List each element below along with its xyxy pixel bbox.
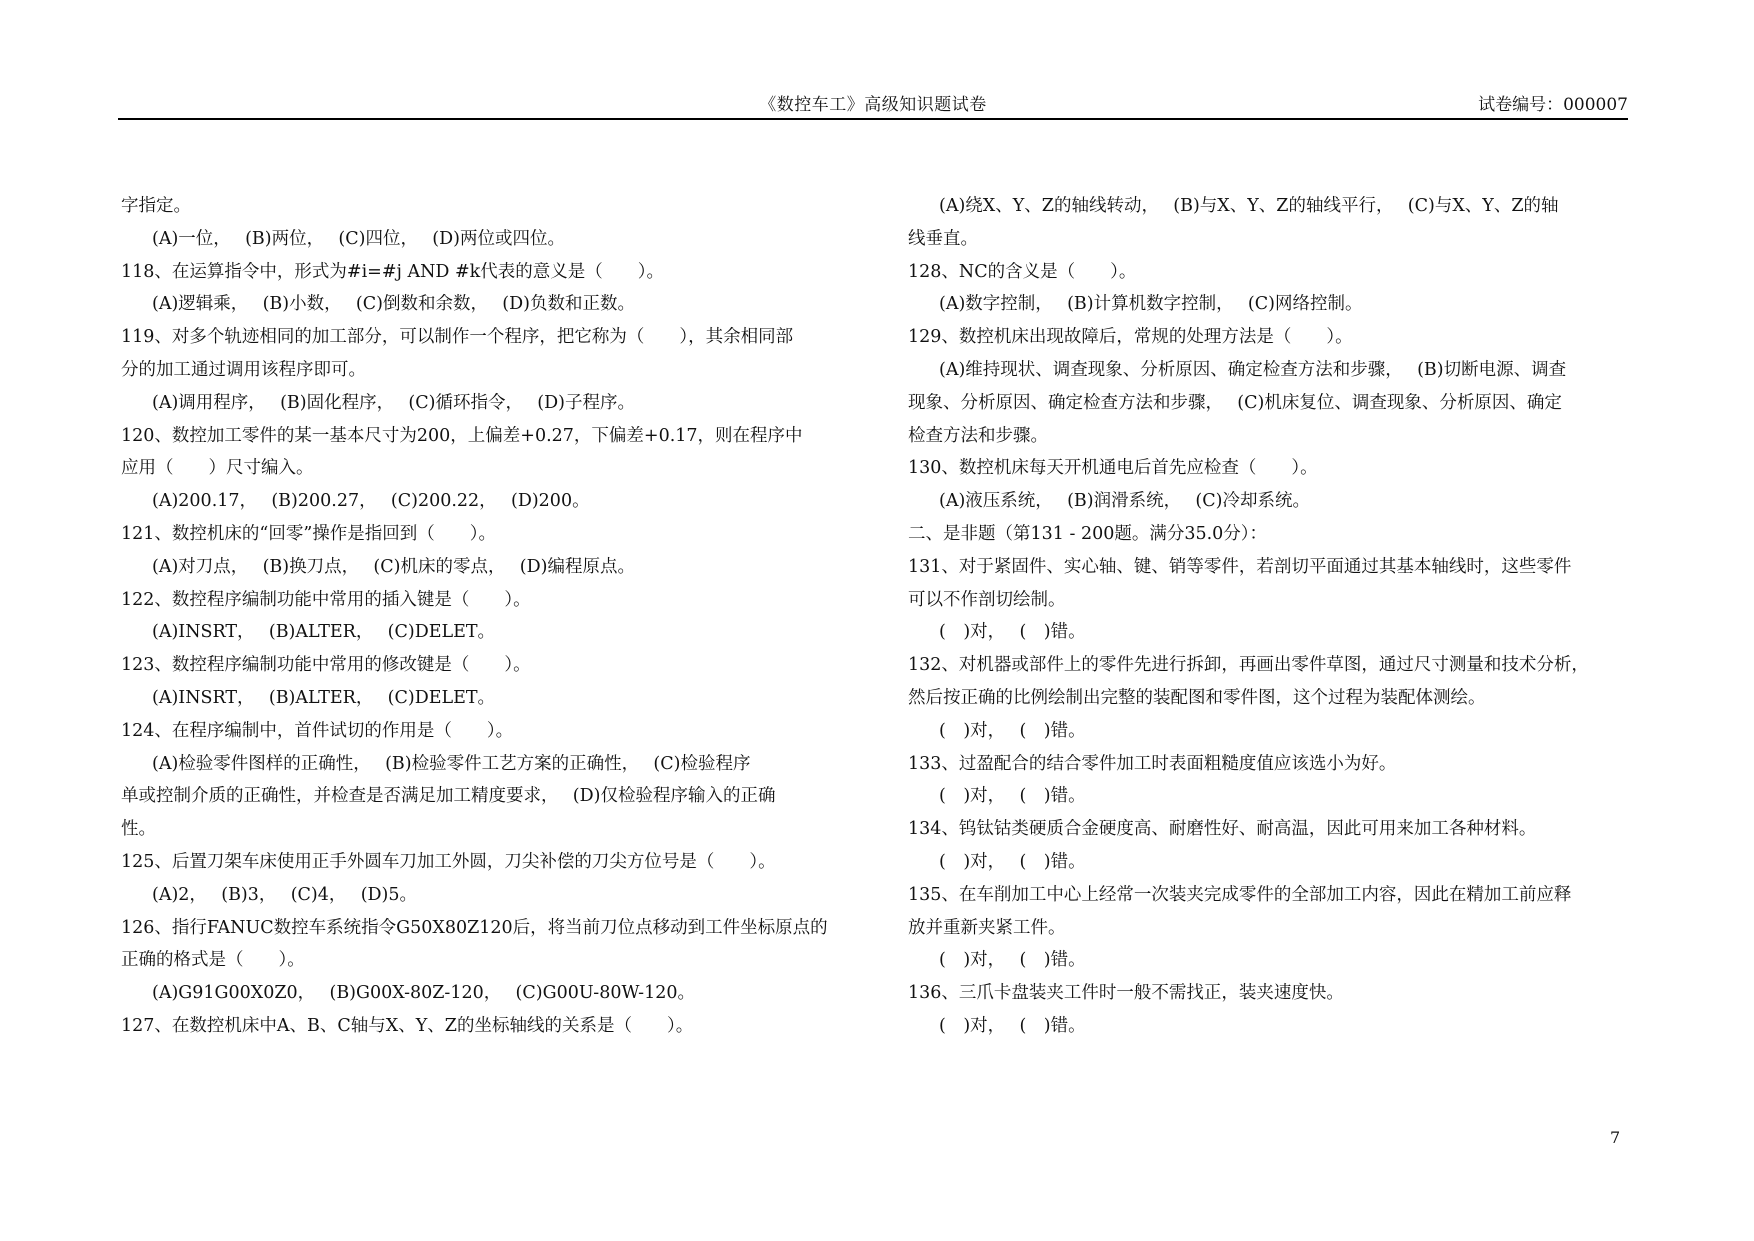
options-line: 单或控制介质的正确性，并检查是否满足加工精度要求， (D)仅检验程序输入的正确 <box>121 786 776 807</box>
question-line: 127、在数控机床中A、B、C轴与X、Y、Z的坐标轴线的关系是（ ）。 <box>121 1015 694 1036</box>
options-line: (A)调用程序， (B)固化程序， (C)循环指令， (D)子程序。 <box>152 392 635 413</box>
answer-line: ( )对， ( )错。 <box>939 950 1086 971</box>
question-line: 128、NC的含义是（ ）。 <box>908 261 1137 282</box>
answer-line: ( )对， ( )错。 <box>939 1015 1086 1036</box>
question-line: 135、在车削加工中心上经常一次装夹完成零件的全部加工内容，因此在精加工前应释 <box>908 884 1572 905</box>
right-column <box>908 190 1628 1043</box>
question-line: 应用（ ）尺寸编入。 <box>121 458 314 479</box>
section-heading: 二、是非题（第131 - 200题。满分35.0分）： <box>908 523 1268 544</box>
options-line: (A)维持现状、调查现象、分析原因、确定检查方法和步骤， (B)切断电源、调查 <box>939 359 1567 380</box>
options-line: 性。 <box>121 819 156 840</box>
question-line: 129、数控机床出现故障后，常规的处理方法是（ ）。 <box>908 327 1353 348</box>
page-header <box>118 82 1628 120</box>
question-line: 然后按正确的比例绘制出完整的装配图和零件图，这个过程为装配体测绘。 <box>908 687 1486 708</box>
options-line: (A)对刀点， (B)换刀点， (C)机床的零点， (D)编程原点。 <box>152 556 635 577</box>
options-line: (A)一位， (B)两位， (C)四位， (D)两位或四位。 <box>152 228 565 249</box>
question-line: 133、过盈配合的结合零件加工时表面粗糙度值应该选小为好。 <box>908 753 1397 774</box>
options-line: (A)200.17， (B)200.27， (C)200.22， (D)200。 <box>152 491 590 512</box>
question-line: 124、在程序编制中，首件试切的作用是（ ）。 <box>121 720 514 741</box>
answer-line: ( )对， ( )错。 <box>939 851 1086 872</box>
options-line: (A)数字控制， (B)计算机数字控制， (C)网络控制。 <box>939 294 1363 315</box>
left-column <box>121 190 841 1043</box>
question-line: 正确的格式是（ ）。 <box>121 950 305 971</box>
question-line: 字指定。 <box>121 196 191 216</box>
options-line: 线垂直。 <box>908 228 978 249</box>
question-line: 132、对机器或部件上的零件先进行拆卸，再画出零件草图，通过尺寸测量和技术分析， <box>908 655 1589 676</box>
options-line: 检查方法和步骤。 <box>908 425 1048 446</box>
question-line: 120、数控加工零件的某一基本尺寸为200，上偏差+0.27，下偏差+0.17，则在程序中 <box>121 425 803 446</box>
question-line: 121、数控机床的“回零”操作是指回到（ ）。 <box>121 523 497 544</box>
question-line: 118、在运算指令中，形式为#i=#j AND #k代表的意义是（ ）。 <box>121 261 665 282</box>
options-line: (A)2， (B)3， (C)4， (D)5。 <box>152 884 418 905</box>
paper-number: 试卷编号：000007 <box>1478 95 1628 115</box>
options-line: (A)逻辑乘， (B)小数， (C)倒数和余数， (D)负数和正数。 <box>152 294 635 315</box>
options-line: (A)INSRT， (B)ALTER， (C)DELET。 <box>152 687 496 708</box>
options-line: (A)INSRT， (B)ALTER， (C)DELET。 <box>152 622 496 643</box>
page-number: 7 <box>1610 1128 1621 1147</box>
answer-line: ( )对， ( )错。 <box>939 720 1086 741</box>
options-line: (A)绕X、Y、Z的轴线转动， (B)与X、Y、Z的轴线平行， (C)与X、Y、Z的轴 <box>939 196 1559 216</box>
options-line: (A)G91G00X0Z0， (B)G00X-80Z-120， (C)G00U-80W-120。 <box>152 983 695 1004</box>
options-line: (A)检验零件图样的正确性， (B)检验零件工艺方案的正确性， (C)检验程序 <box>152 753 751 774</box>
question-line: 可以不作剖切绘制。 <box>908 589 1066 610</box>
question-line: 134、钨钛钴类硬质合金硬度高、耐磨性好、耐高温，因此可用来加工各种材料。 <box>908 819 1537 840</box>
question-line: 125、后置刀架车床使用正手外圆车刀加工外圆，刀尖补偿的刀尖方位号是（ ）。 <box>121 851 776 872</box>
exam-title: 《数控车工》高级知识题试卷 <box>759 95 987 115</box>
question-line: 130、数控机床每天开机通电后首先应检查（ ）。 <box>908 458 1318 479</box>
question-line: 126、指行FANUC数控车系统指令G50X80Z120后，将当前刀位点移动到工件坐标原点的 <box>121 917 828 938</box>
answer-line: ( )对， ( )错。 <box>939 622 1086 643</box>
question-line: 分的加工通过调用该程序即可。 <box>121 359 366 380</box>
question-line: 136、三爪卡盘装夹工件时一般不需找正，装夹速度快。 <box>908 983 1344 1004</box>
question-line: 131、对于紧固件、实心轴、键、销等零件，若剖切平面通过其基本轴线时，这些零件 <box>908 556 1572 577</box>
answer-line: ( )对， ( )错。 <box>939 786 1086 807</box>
options-line: (A)液压系统， (B)润滑系统， (C)冷却系统。 <box>939 491 1310 512</box>
question-line: 放并重新夹紧工件。 <box>908 917 1066 938</box>
question-line: 123、数控程序编制功能中常用的修改键是（ ）。 <box>121 655 531 676</box>
question-line: 119、对多个轨迹相同的加工部分，可以制作一个程序，把它称为（ ），其余相同部 <box>121 327 794 348</box>
question-line: 122、数控程序编制功能中常用的插入键是（ ）。 <box>121 589 531 610</box>
options-line: 现象、分析原因、确定检查方法和步骤， (C)机床复位、调查现象、分析原因、确定 <box>908 392 1562 413</box>
